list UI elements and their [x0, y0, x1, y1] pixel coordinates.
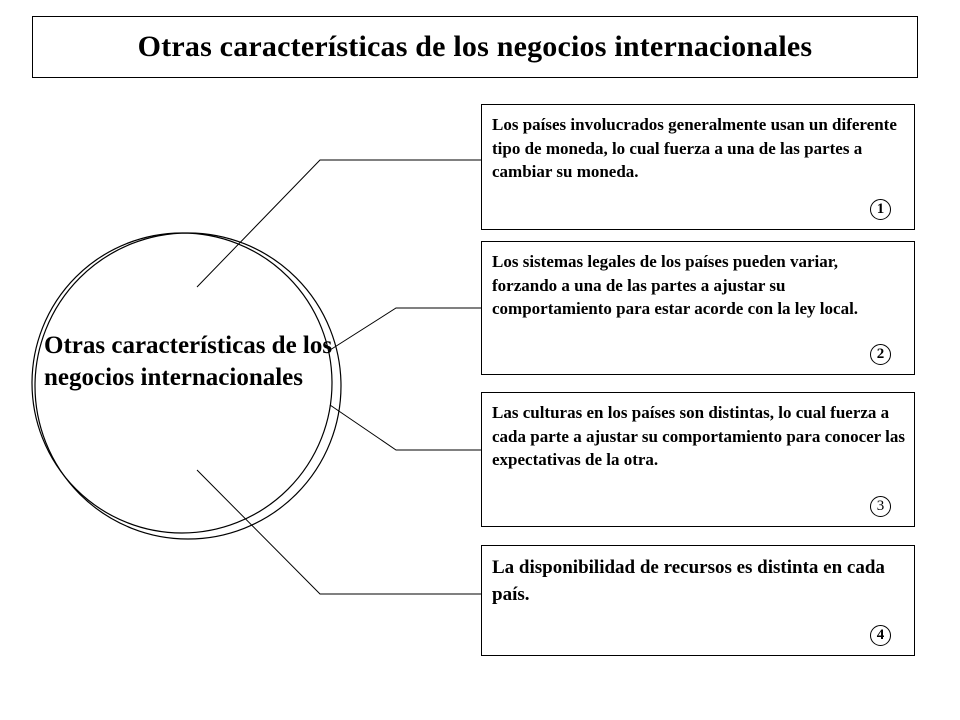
characteristic-text-2: Los sistemas legales de los países pueden variar, forzando a una de las partes a ajustar su comportamiento para estar acorde con la ley local.	[492, 252, 859, 318]
number-badge-2: 2	[870, 344, 891, 365]
center-label: Otras características de los negocios internacionales	[44, 332, 333, 391]
connector-line-1	[197, 160, 481, 287]
number-badge-4: 4	[870, 625, 891, 646]
page-title: Otras características de los negocios internacionales	[137, 30, 813, 63]
number-badge-1: 1	[870, 199, 891, 220]
characteristic-box-1	[481, 104, 915, 230]
characteristic-box-3	[481, 392, 915, 527]
connector-line-2	[330, 308, 481, 350]
number-badge-3: 3	[870, 496, 891, 517]
characteristic-text-1: Los países involucrados generalmente usan un diferente tipo de moneda, lo cual fuerza a una de las partes a cambiar su moneda.	[492, 115, 897, 181]
connector-line-4	[197, 470, 481, 594]
characteristic-text-3: Las culturas en los países son distintas, lo cual fuerza a cada parte a ajustar su comportamiento para conocer las expectativas de la otra.	[492, 403, 905, 469]
characteristic-text-4: La disponibilidad de recursos es distinta en cada país.	[492, 557, 885, 605]
connector-line-3	[330, 405, 481, 450]
characteristic-box-4	[481, 545, 915, 656]
characteristic-box-2	[481, 241, 915, 375]
